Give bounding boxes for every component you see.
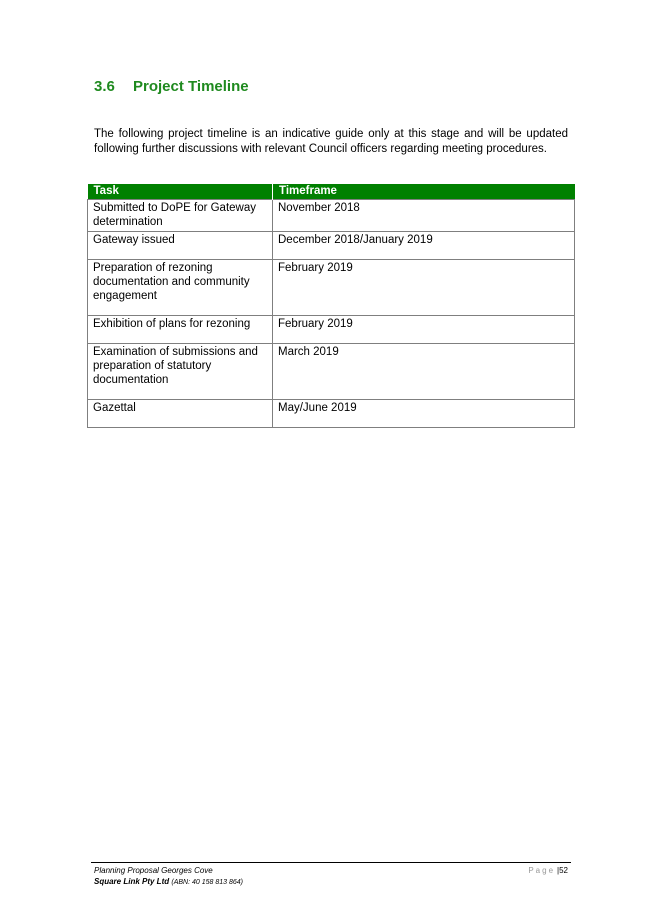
task-cell: Gateway issued xyxy=(88,232,273,260)
task-cell: Preparation of rezoning documentation and community engagement xyxy=(88,260,273,316)
footer-abn: (ABN: 40 158 813 864) xyxy=(171,879,243,886)
section-heading xyxy=(94,78,249,95)
timeframe-cell: November 2018 xyxy=(273,200,575,232)
timeframe-cell: March 2019 xyxy=(273,344,575,400)
task-cell: Gazettal xyxy=(88,400,273,428)
timeframe-cell: February 2019 xyxy=(273,316,575,344)
page-label: Page xyxy=(528,866,556,875)
page-separator: | xyxy=(557,866,560,875)
section-title: Project Timeline xyxy=(133,78,249,95)
table-row xyxy=(88,400,575,428)
footer-page xyxy=(528,865,568,876)
table-row xyxy=(88,200,575,232)
table-row xyxy=(88,316,575,344)
table-row xyxy=(88,232,575,260)
header-timeframe: Timeframe xyxy=(273,184,575,200)
task-cell: Examination of submissions and preparation of statutory documentation xyxy=(88,344,273,400)
timeframe-cell: February 2019 xyxy=(273,260,575,316)
footer-left xyxy=(94,865,243,888)
footer-doc-title: Planning Proposal Georges Cove xyxy=(94,866,213,875)
page-number: 52 xyxy=(559,866,568,875)
footer-divider xyxy=(91,862,571,863)
timeframe-cell: December 2018/January 2019 xyxy=(273,232,575,260)
footer-company: Square Link Pty Ltd xyxy=(94,877,170,886)
section-number: 3.6 xyxy=(94,78,115,95)
task-cell: Submitted to DoPE for Gateway determination xyxy=(88,200,273,232)
intro-paragraph: The following project timeline is an indicative guide only at this stage and will be updated following further discussions with relevant Council officers regarding meeting procedures. xyxy=(94,128,568,155)
table-row xyxy=(88,260,575,316)
table-header-row xyxy=(88,184,575,200)
timeline-table xyxy=(87,184,575,428)
table-row xyxy=(88,344,575,400)
timeframe-cell: May/June 2019 xyxy=(273,400,575,428)
header-task: Task xyxy=(88,184,273,200)
task-cell: Exhibition of plans for rezoning xyxy=(88,316,273,344)
